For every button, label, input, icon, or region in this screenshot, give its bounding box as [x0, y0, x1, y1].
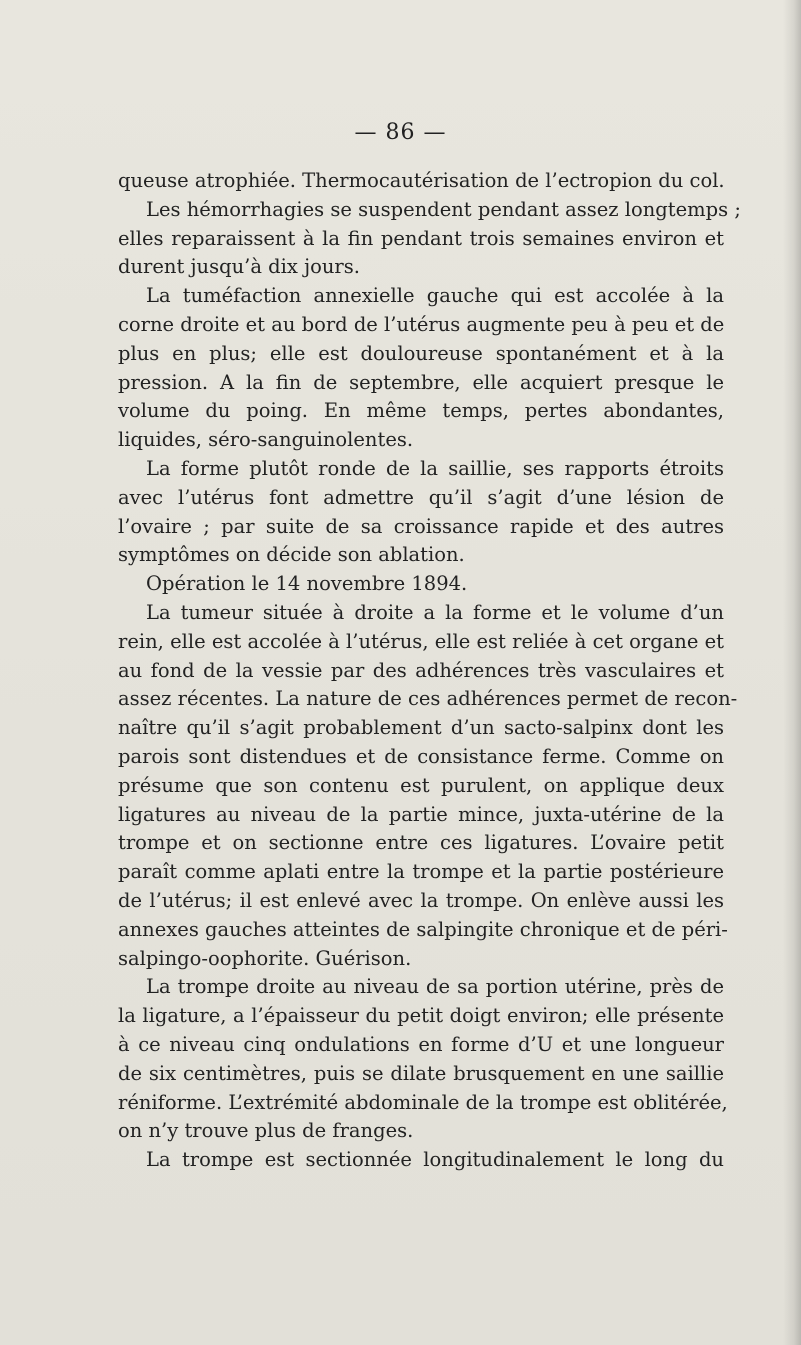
text-line: pression. A la fin de septembre, elle acquiert presque le: [118, 370, 724, 394]
text-line: queuse atrophiée. Thermocautérisation de l’ectropion du col.: [118, 169, 725, 192]
text-line: réniforme. L’extrémité abdominale de la trompe est oblitérée,: [118, 1090, 728, 1114]
text-line: La tumeur située à droite a la forme et le volume d’un: [146, 600, 724, 624]
text-line: La tuméfaction annexielle gauche qui est accolée à la: [146, 284, 724, 308]
text-line: annexes gauches atteintes de salpingite chronique et de péri-: [118, 917, 728, 941]
body-text: [118, 167, 741, 1175]
page-edge-shadow: [783, 0, 801, 1345]
text-line: plus en plus; elle est douloureuse spontanément et à la: [118, 341, 724, 365]
text-line: ligatures au niveau de la partie mince, juxta-utérine de la: [118, 802, 724, 826]
text-line: corne droite et au bord de l’utérus augmente peu à peu et de: [118, 312, 725, 336]
text-line: La trompe est sectionnée longitudinalement le long du: [146, 1148, 724, 1172]
text-line: trompe et on sectionne entre ces ligatures. L’ovaire petit: [118, 831, 724, 855]
text-line: La trompe droite au niveau de sa portion utérine, près de: [146, 975, 724, 999]
text-line: avec l’utérus font admettre qu’il s’agit d’une lésion de: [118, 485, 724, 509]
text-line: liquides, séro-sanguinolentes.: [118, 428, 414, 452]
text-line: volume du poing. En même temps, pertes abondantes,: [118, 399, 724, 423]
text-line: l’ovaire ; par suite de sa croissance rapide et des autres: [118, 514, 724, 538]
text-line: paraît comme aplati entre la trompe et la partie postérieure: [118, 860, 724, 884]
text-line: Opération le 14 novembre 1894.: [146, 572, 468, 596]
text-line: assez récentes. La nature de ces adhérences permet de recon-: [118, 687, 738, 711]
text-line: parois sont distendues et de consistance ferme. Comme on: [118, 744, 724, 768]
text-line: on n’y trouve plus de franges.: [118, 1119, 414, 1143]
text-line: salpingo-oophorite. Guérison.: [118, 946, 412, 970]
text-line: Les hémorrhagies se suspendent pendant assez longtemps ;: [146, 197, 741, 221]
text-line: elles reparaissent à la fin pendant trois semaines environ et: [118, 226, 724, 250]
text-line: présume que son contenu est purulent, on applique deux: [118, 773, 724, 797]
text-line: au fond de la vessie par des adhérences très vasculaires et: [118, 658, 724, 682]
text-line: naître qu’il s’agit probablement d’un sacto-salpinx dont les: [118, 716, 724, 740]
text-line: rein, elle est accolée à l’utérus, elle est reliée à cet organe et: [118, 629, 724, 653]
page-number: — 86 —: [354, 120, 447, 145]
text-line: durent jusqu’à dix jours.: [118, 255, 360, 279]
text-line: de six centimètres, puis se dilate brusquement en une saillie: [118, 1061, 724, 1085]
text-line: symptômes on décide son ablation.: [118, 543, 465, 567]
text-line: à ce niveau cinq ondulations en forme d’U et une longueur: [118, 1032, 724, 1056]
text-line: La forme plutôt ronde de la saillie, ses rapports étroits: [146, 456, 724, 480]
text-line: la ligature, a l’épaisseur du petit doigt environ; elle présente: [118, 1004, 724, 1028]
text-line: de l’utérus; il est enlevé avec la trompe. On enlève aussi les: [118, 888, 724, 912]
